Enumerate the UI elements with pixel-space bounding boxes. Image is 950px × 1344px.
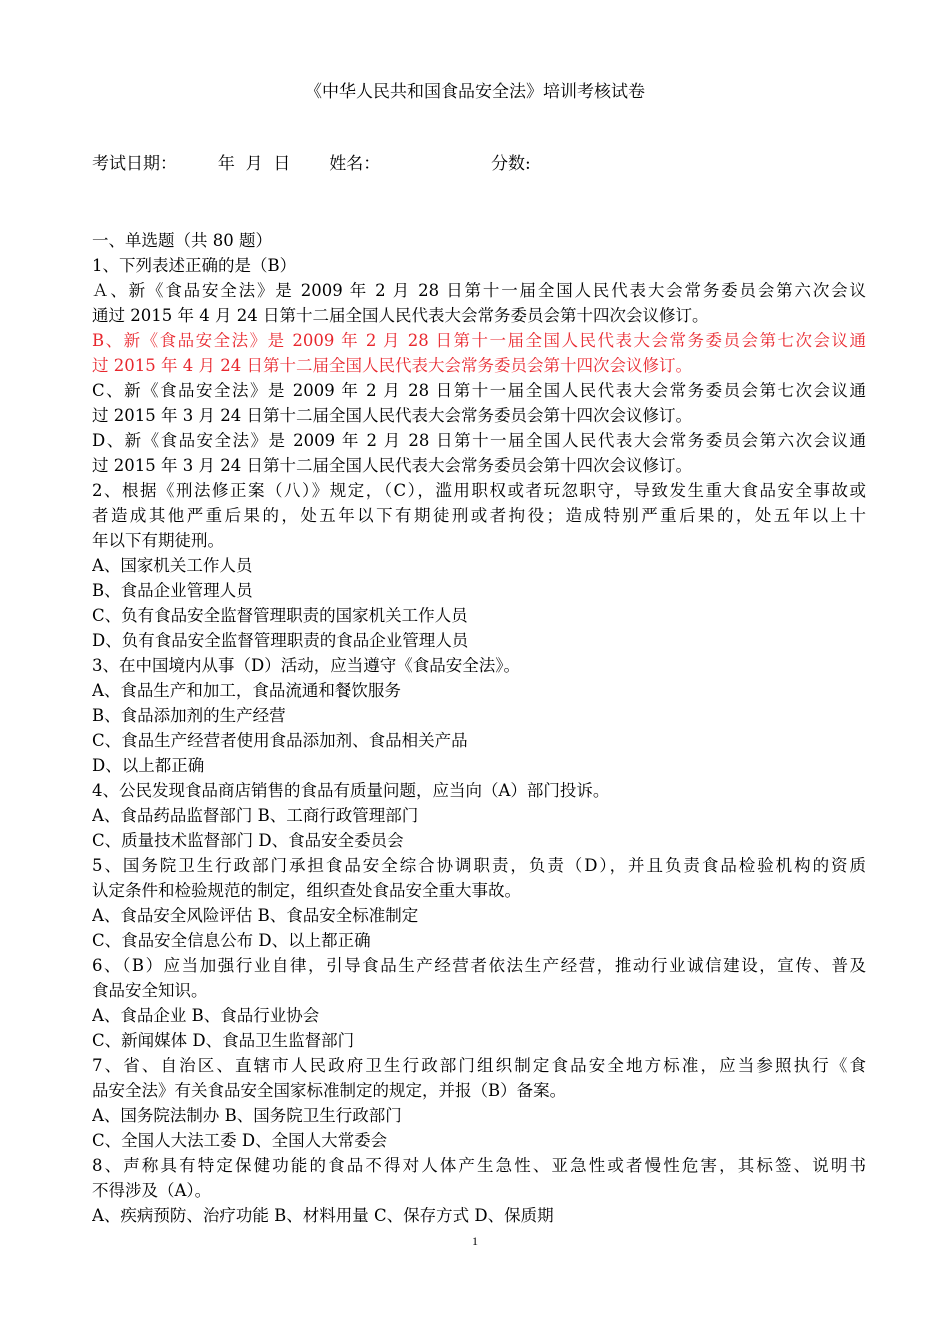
text-line: Ａ、新《食品安全法》是 2009 年 2 月 28 日第十一届全国人民代表大会常务委员会第六次会议 — [92, 281, 866, 300]
text-line: A、食品安全风险评估 B、食品安全标准制定 — [92, 906, 419, 925]
text-line: A、食品企业 B、食品行业协会 — [92, 1006, 320, 1025]
text-line: C、食品安全信息公布 D、以上都正确 — [92, 931, 371, 950]
question-content — [92, 228, 866, 1228]
text-line: 食品安全知识。 — [92, 981, 208, 1000]
exam-info-row — [92, 152, 531, 176]
text-line: 一、单选题（共 80 题） — [92, 231, 272, 250]
text-line: B、食品添加剂的生产经营 — [92, 706, 286, 725]
text-line: 年以下有期徒刑。 — [92, 531, 224, 550]
page-number: 1 — [472, 1234, 478, 1248]
text-line: A、国务院法制办 B、国务院卫生行政部门 — [92, 1106, 402, 1125]
text-line: A、食品生产和加工，食品流通和餐饮服务 — [92, 681, 401, 700]
score-label: 分数: — [491, 154, 531, 174]
exam-date-blank: 年 月 日 — [217, 154, 291, 174]
text-line: D、以上都正确 — [92, 756, 205, 775]
text-line: C、质量技术监督部门 D、食品安全委员会 — [92, 831, 404, 850]
text-line: C、食品生产经营者使用食品添加剂、食品相关产品 — [92, 731, 468, 750]
text-line: B、新《食品安全法》是 2009 年 2 月 28 日第十一届全国人民代表大会常务委员会第七次会议通 — [92, 331, 866, 350]
text-line: 8、声称具有特定保健功能的食品不得对人体产生急性、亚急性或者慢性危害，其标签、说明书 — [92, 1156, 866, 1175]
text-line: 者造成其他严重后果的，处五年以下有期徒刑或者拘役；造成特别严重后果的，处五年以上十 — [92, 506, 866, 525]
text-line: A、国家机关工作人员 — [92, 556, 253, 575]
text-line: 过 2015 年 3 月 24 日第十二届全国人民代表大会常务委员会第十四次会议修订。 — [92, 456, 692, 475]
text-line: D、负有食品安全监督管理职责的食品企业管理人员 — [92, 631, 469, 650]
text-line: 5、国务院卫生行政部门承担食品安全综合协调职责，负责（D），并且负责食品检验机构的资质 — [92, 856, 866, 875]
text-line: 认定条件和检验规范的制定，组织查处食品安全重大事故。 — [92, 881, 521, 900]
text-line: 6、（B）应当加强行业自律，引导食品生产经营者依法生产经营，推动行业诚信建设，宣传、普及 — [92, 956, 866, 975]
text-line: 2、根据《刑法修正案（八）》规定，（C），滥用职权或者玩忽职守，导致发生重大食品安全事故或 — [92, 481, 866, 500]
text-line: C、新《食品安全法》是 2009 年 2 月 28 日第十一届全国人民代表大会常务委员会第七次会议通 — [92, 381, 866, 400]
document-title: 《中华人民共和国食品安全法》培训考核试卷 — [305, 82, 645, 102]
text-line: C、全国人大法工委 D、全国人大常委会 — [92, 1131, 388, 1150]
name-label: 姓名： — [329, 154, 381, 174]
text-line: C、负有食品安全监督管理职责的国家机关工作人员 — [92, 606, 468, 625]
text-line: 通过 2015 年 4 月 24 日第十二届全国人民代表大会常务委员会第十四次会议修订。 — [92, 306, 709, 325]
text-line: 过 2015 年 3 月 24 日第十二届全国人民代表大会常务委员会第十四次会议修订。 — [92, 406, 692, 425]
text-line: A、疾病预防、治疗功能 B、材料用量 C、保存方式 D、保质期 — [92, 1206, 554, 1225]
text-line: 不得涉及（A）。 — [92, 1181, 212, 1200]
text-line: B、食品企业管理人员 — [92, 581, 253, 600]
text-line: 过 2015 年 4 月 24 日第十二届全国人民代表大会常务委员会第十四次会议修订。 — [92, 356, 692, 375]
text-line: A、食品药品监督部门 B、工商行政管理部门 — [92, 806, 419, 825]
text-line: 7、省、自治区、直辖市人民政府卫生行政部门组织制定食品安全地方标准，应当参照执行《食 — [92, 1056, 866, 1075]
text-line: 3、在中国境内从事（D）活动，应当遵守《食品安全法》。 — [92, 656, 520, 675]
text-line: C、新闻媒体 D、食品卫生监督部门 — [92, 1031, 355, 1050]
text-line: 1、下列表述正确的是（B） — [92, 256, 297, 275]
text-line: 4、公民发现食品商店销售的食品有质量问题，应当向（A）部门投诉。 — [92, 781, 610, 800]
exam-date-label: 考试日期： — [92, 154, 177, 174]
text-line: 品安全法》有关食品安全国家标准制定的规定，并报（B）备案。 — [92, 1081, 567, 1100]
text-line: D、新《食品安全法》是 2009 年 2 月 28 日第十一届全国人民代表大会常务委员会第六次会议通 — [92, 431, 866, 450]
